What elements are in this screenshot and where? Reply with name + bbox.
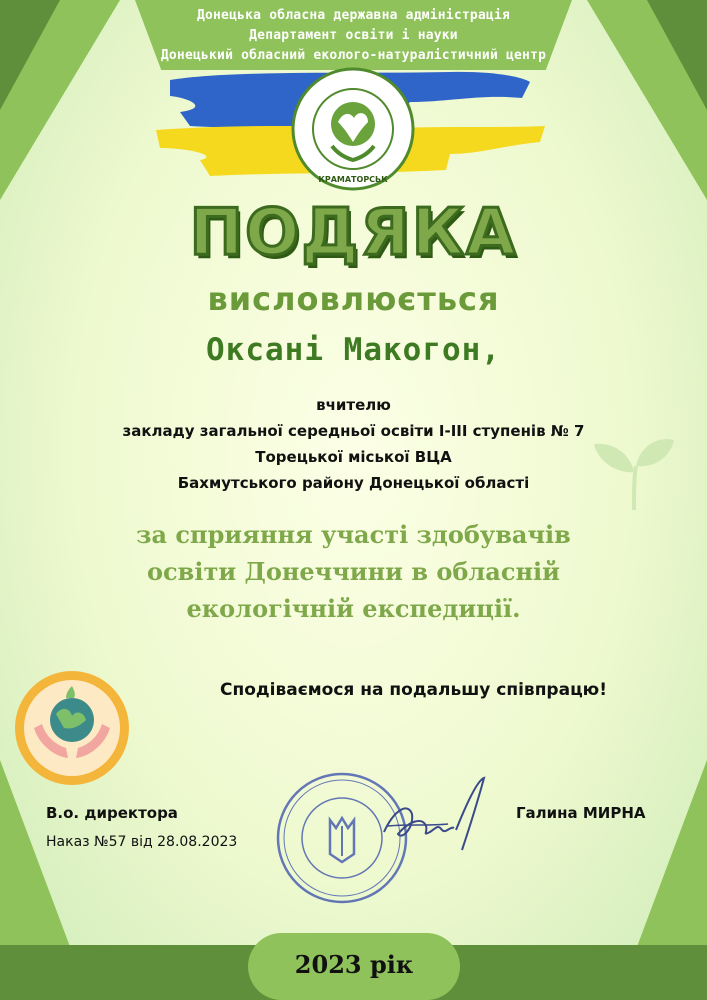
- certificate-title: ПОДЯКА: [189, 196, 518, 270]
- recipient-name: Оксані Макогон,: [206, 332, 501, 368]
- header-line-department: Департамент освіти і науки: [249, 28, 458, 43]
- recipient-region: Бахмутського району Донецької області: [177, 474, 530, 492]
- signer-name: Галина МИРНА: [516, 804, 646, 822]
- recipient-school: закладу загальної середньої освіти І-ІІІ ступенів № 7: [122, 422, 585, 440]
- ecology-center-emblem: [288, 64, 418, 194]
- appreciation-reason: [0, 516, 707, 627]
- recipient-administration: Торецької міської ВЦА: [255, 448, 452, 466]
- sprout-icon: [588, 422, 678, 512]
- closing-message: Сподіваємося на подальшу співпрацю!: [220, 680, 607, 700]
- header-line-center: Донецький обласний еколого-натуралістичний центр: [160, 48, 547, 63]
- header-organization: [0, 6, 707, 66]
- reason-line-2: освіти Донеччини в обласній: [147, 557, 560, 586]
- reason-line-1: за сприяння участі здобувачів: [136, 520, 571, 549]
- order-reference: Наказ №57 від 28.08.2023: [46, 834, 238, 850]
- certificate-subtitle: висловлюється: [207, 280, 500, 318]
- reason-line-3: екологічній експедиції.: [186, 594, 521, 623]
- emblem-city-label: КРАМАТОРСЬК: [318, 175, 388, 184]
- header-line-administration: Донецька обласна державна адміністрація: [196, 8, 511, 23]
- director-position: В.о. директора: [46, 804, 178, 822]
- recipient-role: вчителю: [316, 396, 391, 414]
- handwritten-signature: [378, 770, 498, 860]
- certificate-year: 2023 рік: [294, 950, 414, 979]
